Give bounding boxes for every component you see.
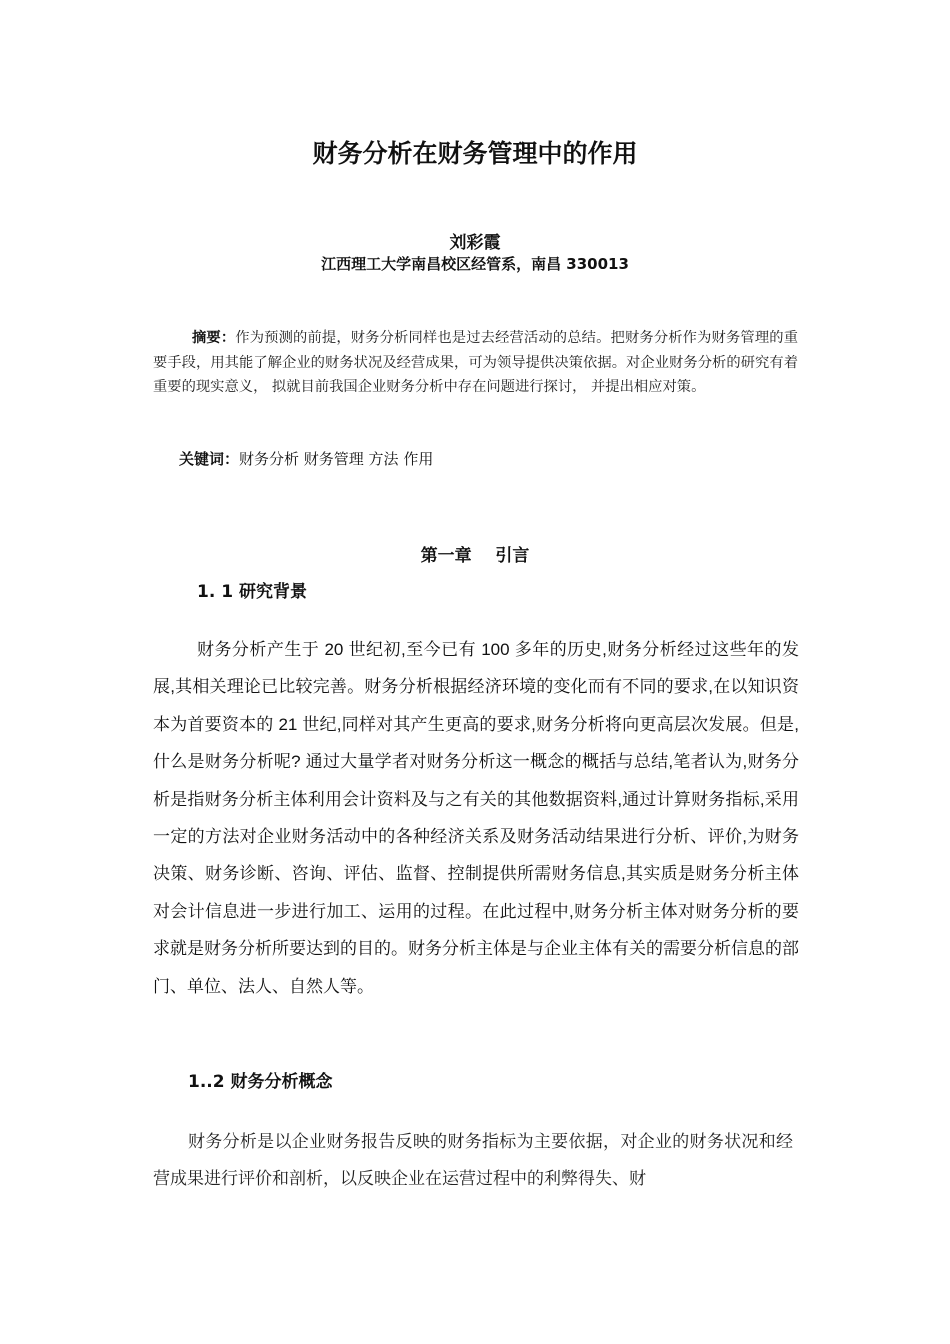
keywords-label: 关键词： — [179, 450, 240, 468]
section-heading-financial-analysis-concept: 1..2 财务分析概念 — [188, 1072, 333, 1092]
keywords-text: 财务分析 财务管理 方法 作用 — [239, 450, 434, 468]
section-paragraph-research-background: 财务分析产生于 20 世纪初,至今已有 100 多年的历史,财务分析经过这些年的发展,其相关理论已比较完善。财务分析根据经济环境的变化而有不同的要求,在以知识资本为首要资本的 21 世纪,同样对其产生更高的要求,财务分析将向更高层次发展。但是,什么是财务分析呢? 通过大量学者对财务分析这一概念的概括与总结,笔者认为,财务分析是指财务分析主体利用会计资料及与之有关的其他数据资料,通过计算财务指标,采用一定的方法对企业财务活动中的各种经济关系及财务活动结果进行分析、评价,为财务决策、财务诊断、咨询、评估、监督、控制提供所需财务信息,其实质是财务分析主体对会计信息进一步进行加工、运用的过程。在此过程中,财务分析主体对财务分析的要求就是财务分析所要达到的目的。财务分析主体是与企业主体有关的需要分析信息的部门、单位、法人、自然人等。 — [153, 640, 799, 996]
abstract-label: 摘要： — [192, 330, 236, 346]
chapter-heading: 第一章 引言 — [420, 546, 530, 566]
section-heading-research-background: 1. 1 研究背景 — [197, 582, 307, 602]
document-title: 财务分析在财务管理中的作用 — [312, 139, 638, 168]
author-name: 刘彩霞 — [449, 233, 501, 253]
abstract — [153, 326, 798, 400]
author-affiliation: 江西理工大学南昌校区经管系，南昌 330013 — [321, 255, 629, 273]
section-paragraph-financial-analysis-concept: 财务分析是以企业财务报告反映的财务指标为主要依据，对企业的财务状况和经营成果进行评价和剖析，以反映企业在运营过程中的利弊得失、财 — [153, 1132, 793, 1190]
abstract-text: 作为预测的前提，财务分析同样也是过去经营活动的总结。把财务分析作为财务管理的重要手段，用其能了解企业的财务状况及经营成果，可为领导提供决策依据。对企业财务分析的研究有着重要的现实意义， 拟就目前我国企业财务分析中存在问题进行探讨， 并提出相应对策。 — [153, 330, 798, 395]
keywords — [179, 448, 433, 470]
